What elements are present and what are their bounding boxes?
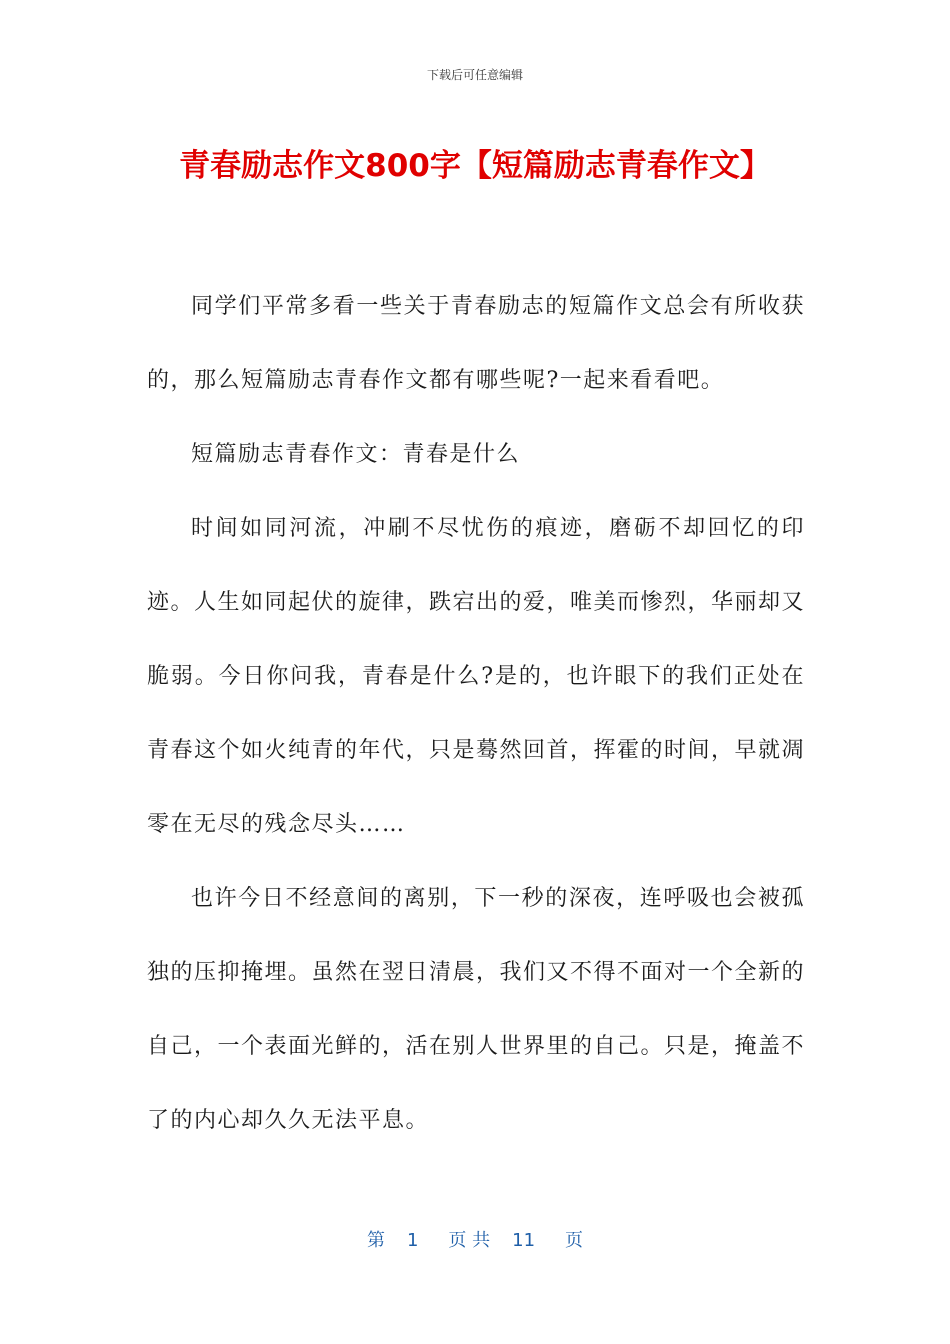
paragraph-intro: 同学们平常多看一些关于青春励志的短篇作文总会有所收获的，那么短篇励志青春作文都有哪些呢?一起来看看吧。 [147, 294, 805, 393]
paragraph-subheading: 短篇励志青春作文：青春是什么 [191, 442, 521, 467]
page-footer [0, 1226, 950, 1252]
header-note: 下载后可任意编辑 [426, 68, 523, 82]
document-body [147, 270, 805, 1158]
footer-middle: 页 共 [448, 1230, 491, 1251]
footer-current-page: 1 [406, 1230, 419, 1251]
footer-prefix: 第 [366, 1230, 385, 1251]
footer-total-pages: 11 [512, 1230, 536, 1251]
paragraph-body-2: 也许今日不经意间的离别，下一秒的深夜，连呼吸也会被孤独的压抑掩埋。虽然在翌日清晨，我们又不得不面对一个全新的自己，一个表面光鲜的，活在别人世界里的自己。只是，掩盖不了的内心却久久无法平息。 [147, 886, 806, 1133]
footer-suffix: 页 [565, 1230, 584, 1251]
document-title: 青春励志作文800字【短篇励志青春作文】 [179, 148, 771, 184]
paragraph-body-1: 时间如同河流，冲刷不尽忧伤的痕迹，磨砺不却回忆的印迹。人生如同起伏的旋律，跌宕出的爱，唯美而惨烈，华丽却又脆弱。今日你问我，青春是什么?是的，也许眼下的我们正处在青春这个如火纯青的年代，只是蓦然回首，挥霍的时间，早就凋零在无尽的残念尽头…… [147, 516, 806, 837]
